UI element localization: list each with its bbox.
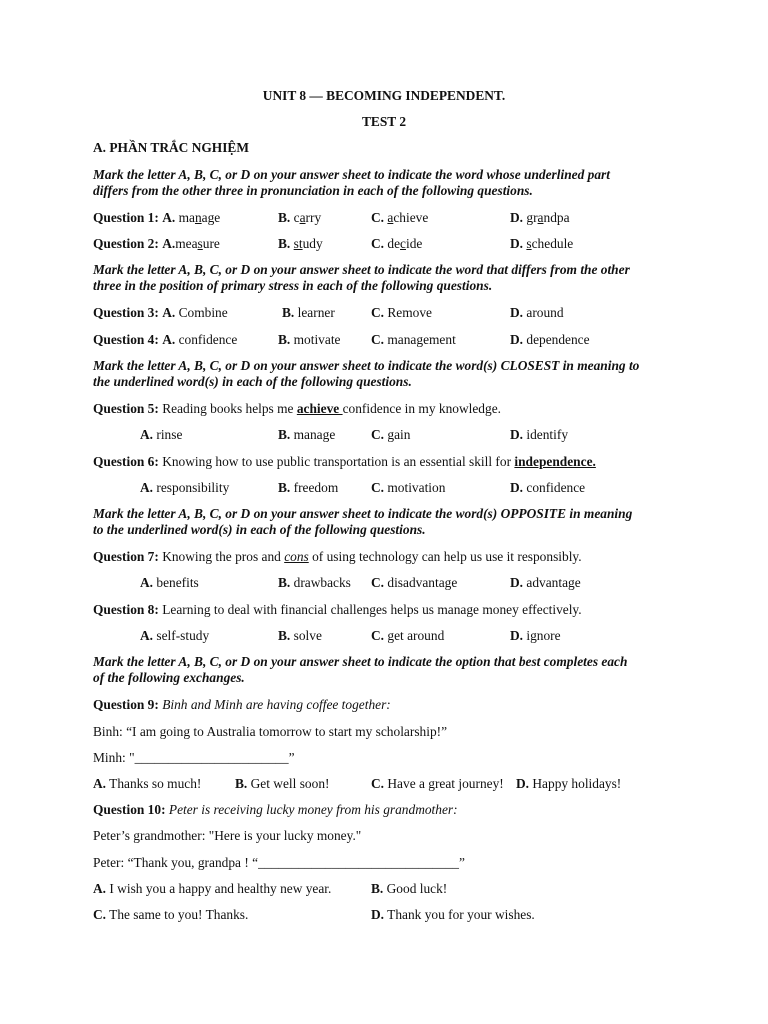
q5-option-b[interactable]: B. manage <box>278 427 336 442</box>
question-10: Question 10: Peter is receiving lucky money from his grandmother: <box>93 802 458 817</box>
instruction-exchange-2: of the following exchanges. <box>93 670 245 685</box>
instruction-pronunciation-2: differs from the other three in pronunciation in each of the following questions. <box>93 183 533 198</box>
q10-answer-blank[interactable]: ______________________________ <box>258 855 459 870</box>
q6-option-a[interactable]: A. responsibility <box>140 480 230 495</box>
q6-option-d[interactable]: D. confidence <box>510 480 586 495</box>
question-4: Question 4: A. confidence <box>93 332 238 347</box>
question-3: Question 3: A. Combine <box>93 305 228 320</box>
q1-option-d[interactable]: D. grandpa <box>510 210 570 225</box>
q3-option-c[interactable]: C. Remove <box>371 305 433 320</box>
q8-option-d[interactable]: D. ignore <box>510 628 561 643</box>
question-8: Question 8: Learning to deal with financial challenges helps us manage money effectively. <box>93 602 582 617</box>
question-2: Question 2: A.measure <box>93 236 220 251</box>
instruction-pronunciation-1: Mark the letter A, B, C, or D on your answer sheet to indicate the word whose underlined part <box>93 167 610 182</box>
instruction-stress-2: three in the position of primary stress in each of the following questions. <box>93 278 493 293</box>
q9-answer-blank[interactable]: _______________________ <box>134 750 289 765</box>
instruction-stress-1: Mark the letter A, B, C, or D on your answer sheet to indicate the word that differs from the other <box>93 262 630 277</box>
question-9: Question 9: Binh and Minh are having coffee together: <box>93 697 391 712</box>
q5-option-c[interactable]: C. gain <box>371 427 411 442</box>
q3-option-d[interactable]: D. around <box>510 305 564 320</box>
unit-title: UNIT 8 — BECOMING INDEPENDENT. <box>262 88 506 103</box>
q4-option-c[interactable]: C. management <box>371 332 456 347</box>
question-5: Question 5: Reading books helps me achieve confidence in my knowledge. <box>93 401 501 416</box>
test-title: TEST 2 <box>361 114 407 129</box>
q7-option-c[interactable]: C. disadvantage <box>371 575 458 590</box>
instruction-closest-2: the underlined word(s) in each of the following questions. <box>93 374 412 389</box>
q1-option-c[interactable]: C. achieve <box>371 210 429 225</box>
q7-option-d[interactable]: D. advantage <box>510 575 581 590</box>
q10-option-a[interactable]: A. I wish you a happy and healthy new year. <box>93 881 332 896</box>
q9-dialogue-line-2: Minh: "_______________________” <box>93 750 295 765</box>
instruction-opposite-2: to the underlined word(s) in each of the following questions. <box>93 522 426 537</box>
q3-option-b[interactable]: B. learner <box>282 305 335 320</box>
q6-option-c[interactable]: C. motivation <box>371 480 446 495</box>
section-heading: A. PHẦN TRẮC NGHIỆM <box>93 140 249 155</box>
q10-dialogue-line-2: Peter: “Thank you, grandpa ! “______________________________” <box>93 855 465 870</box>
q4-option-b[interactable]: B. motivate <box>278 332 341 347</box>
q7-option-b[interactable]: B. drawbacks <box>278 575 351 590</box>
q1-option-b[interactable]: B. carry <box>278 210 322 225</box>
q4-option-d[interactable]: D. dependence <box>510 332 590 347</box>
q7-option-a[interactable]: A. benefits <box>140 575 199 590</box>
question-7: Question 7: Knowing the pros and cons of using technology can help us use it responsibly. <box>93 549 582 564</box>
q9-option-d[interactable]: D. Happy holidays! <box>516 776 622 791</box>
instruction-opposite-1: Mark the letter A, B, C, or D on your answer sheet to indicate the word(s) OPPOSITE in meaning <box>93 506 633 521</box>
question-1: Question 1: A. manage <box>93 210 221 225</box>
q10-dialogue-line-1: Peter’s grandmother: "Here is your lucky money." <box>93 828 362 843</box>
q5-option-a[interactable]: A. rinse <box>140 427 183 442</box>
q8-option-a[interactable]: A. self-study <box>140 628 210 643</box>
q2-option-c[interactable]: C. decide <box>371 236 423 251</box>
instruction-exchange-1: Mark the letter A, B, C, or D on your answer sheet to indicate the option that best completes each <box>93 654 628 669</box>
q6-option-b[interactable]: B. freedom <box>278 480 339 495</box>
q2-option-b[interactable]: B. study <box>278 236 323 251</box>
q5-option-d[interactable]: D. identify <box>510 427 569 442</box>
instruction-closest-1: Mark the letter A, B, C, or D on your answer sheet to indicate the word(s) CLOSEST in meaning to <box>93 358 640 373</box>
q10-option-d[interactable]: D. Thank you for your wishes. <box>371 907 535 922</box>
question-6: Question 6: Knowing how to use public transportation is an essential skill for independence. <box>93 454 596 469</box>
q10-option-c[interactable]: C. The same to you! Thanks. <box>93 907 249 922</box>
q9-option-c[interactable]: C. Have a great journey! <box>371 776 504 791</box>
q2-option-d[interactable]: D. schedule <box>510 236 574 251</box>
q10-option-b[interactable]: B. Good luck! <box>371 881 448 896</box>
q9-dialogue-line-1: Binh: “I am going to Australia tomorrow to start my scholarship!” <box>93 724 448 739</box>
q8-option-c[interactable]: C. get around <box>371 628 445 643</box>
q9-option-b[interactable]: B. Get well soon! <box>235 776 330 791</box>
q8-option-b[interactable]: B. solve <box>278 628 322 643</box>
q9-option-a[interactable]: A. Thanks so much! <box>93 776 202 791</box>
